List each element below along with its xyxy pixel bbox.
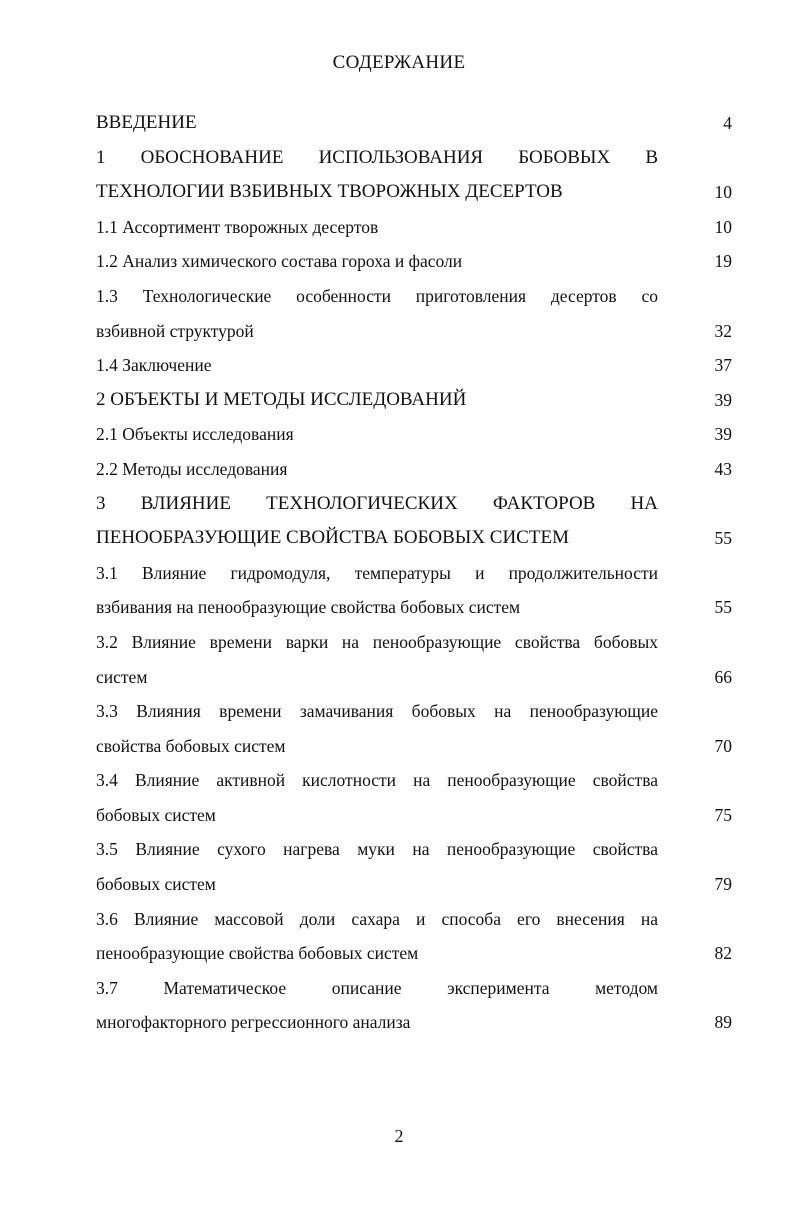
- toc-entry-text: ТЕХНОЛОГИИ ВЗБИВНЫХ ТВОРОЖНЫХ ДЕСЕРТОВ: [96, 181, 563, 203]
- toc-page-number: 39: [714, 424, 732, 445]
- toc-page-number: 37: [714, 355, 732, 376]
- toc-entry-text: 3.3 Влияния времени замачивания бобовых на пенообразующие: [96, 701, 658, 722]
- toc-entry-text: 3.1 Влияние гидромодуля, температуры и продолжительности: [96, 562, 658, 583]
- toc-page-number: 66: [714, 666, 732, 687]
- toc-entry-text: 3 ВЛИЯНИЕ ТЕХНОЛОГИЧЕСКИХ ФАКТОРОВ НА: [96, 492, 658, 514]
- toc-entry: [96, 244, 732, 279]
- toc-page-number: 55: [714, 528, 732, 549]
- toc-entry: [96, 279, 732, 348]
- toc-entry-text: 3.6 Влияние массовой доли сахара и способа его внесения на: [96, 908, 658, 929]
- toc-page-number: 82: [714, 943, 732, 964]
- toc-entry-text: ВВЕДЕНИЕ: [96, 112, 197, 133]
- toc-page-number: 89: [714, 1012, 732, 1033]
- page-title: СОДЕРЖАНИЕ: [332, 52, 466, 73]
- toc-entry-text: 3.2 Влияние времени варки на пенообразующие свойства бобовых: [96, 631, 658, 652]
- table-of-contents: [96, 106, 732, 1040]
- toc-entry-text: взбивания на пенообразующие свойства бобовых систем: [96, 597, 521, 618]
- toc-page-number: 79: [714, 874, 732, 895]
- toc-entry: [96, 902, 732, 971]
- toc-entry-text: 1.3 Технологические особенности приготовления десертов со: [96, 285, 658, 306]
- toc-entry: [96, 417, 732, 452]
- toc-page-number: 39: [714, 389, 732, 410]
- toc-entry: [96, 383, 732, 418]
- toc-entry-text: 1 ОБОСНОВАНИЕ ИСПОЛЬЗОВАНИЯ БОБОВЫХ В: [96, 146, 658, 168]
- toc-page-number: 32: [714, 320, 732, 341]
- toc-entry-text: 3.5 Влияние сухого нагрева муки на пенообразующие свойства: [96, 839, 658, 860]
- toc-page-number: 10: [714, 182, 732, 203]
- toc-page-number: 55: [714, 597, 732, 618]
- toc-entry: [96, 971, 732, 1040]
- toc-entry: [96, 832, 732, 901]
- toc-entry-text: 2.1 Объекты исследования: [96, 424, 294, 445]
- toc-entry-text: 1.1 Ассортимент творожных десертов: [96, 216, 379, 237]
- toc-entry: [96, 141, 732, 210]
- toc-page-number: 70: [714, 735, 732, 756]
- toc-page-number: 43: [714, 458, 732, 479]
- toc-entry: [96, 348, 732, 383]
- toc-page-number: 10: [714, 216, 732, 237]
- toc-entry-text: свойства бобовых систем: [96, 735, 286, 756]
- toc-entry-text: 1.2 Анализ химического состава гороха и фасоли: [96, 251, 463, 272]
- toc-entry: [96, 694, 732, 763]
- toc-entry-text: ПЕНООБРАЗУЮЩИЕ СВОЙСТВА БОБОВЫХ СИСТЕМ: [96, 527, 569, 549]
- toc-entry-text: бобовых систем: [96, 804, 216, 825]
- toc-entry-text: 2.2 Методы исследования: [96, 458, 288, 479]
- toc-entry: [96, 556, 732, 625]
- toc-entry: [96, 106, 732, 141]
- toc-page-number: 19: [714, 251, 732, 272]
- page-number: 2: [394, 1126, 404, 1146]
- toc-entry-text: 3.4 Влияние активной кислотности на пенообразующие свойства: [96, 770, 658, 791]
- toc-entry-text: 3.7 Математическое описание эксперимента методом: [96, 977, 658, 998]
- toc-entry-text: бобовых систем: [96, 874, 216, 895]
- toc-entry-text: пенообразующие свойства бобовых систем: [96, 943, 419, 964]
- toc-entry: [96, 452, 732, 487]
- toc-entry-text: многофакторного регрессионного анализа: [96, 1012, 411, 1033]
- toc-entry: [96, 625, 732, 694]
- toc-entry-text: систем: [96, 666, 148, 687]
- toc-entry-text: 2 ОБЪЕКТЫ И МЕТОДЫ ИССЛЕДОВАНИЙ: [96, 388, 467, 410]
- toc-entry-text: 1.4 Заключение: [96, 355, 212, 376]
- toc-entry: [96, 210, 732, 245]
- toc-entry: [96, 487, 732, 556]
- toc-entry-text: взбивной структурой: [96, 320, 254, 341]
- toc-page-number: 75: [714, 804, 732, 825]
- toc-entry: [96, 763, 732, 832]
- toc-page-number: 4: [723, 113, 732, 133]
